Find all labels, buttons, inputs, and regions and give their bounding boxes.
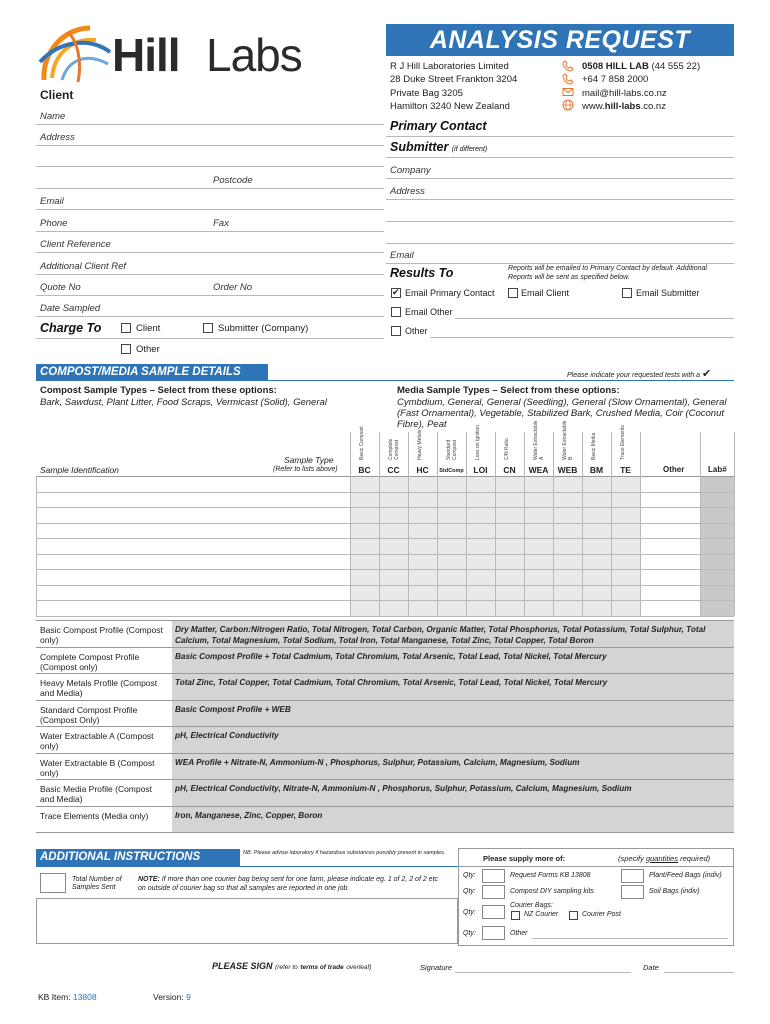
profile-name: Trace Elements (Media only)	[40, 810, 149, 821]
column-description: C/N Ratio	[504, 438, 510, 460]
email-other-label: Email Other	[405, 307, 453, 317]
column-code: LOI	[473, 465, 488, 475]
grid-line	[379, 432, 380, 616]
grid-line	[466, 432, 467, 616]
sign-note-post: overleaf)	[346, 964, 372, 971]
client-heading: Client	[40, 88, 74, 102]
grid-line	[582, 432, 583, 616]
qty-label: Qty:	[463, 930, 476, 937]
submitter-address-field[interactable]	[386, 199, 734, 200]
phone-icon	[562, 73, 574, 85]
date-label: Date	[643, 963, 659, 972]
profile-row	[36, 673, 734, 700]
version-value: 9	[186, 992, 191, 1002]
lab-address	[390, 60, 517, 113]
nz-courier-checkbox[interactable]	[511, 911, 520, 920]
results-to-heading: Results To	[390, 266, 454, 280]
grid-line	[36, 554, 734, 555]
lab-contacts	[562, 60, 700, 113]
grid-line	[495, 432, 496, 616]
column-description: Heavy Metals	[417, 429, 423, 460]
profile-description: Dry Matter, Carbon:Nitrogen Ratio, Total Nitrogen, Total Carbon, Organic Matter, Total Phosphorus, Total Potassium, Total Sulphur, Total Calcium, Total Magnesium, Total Sodium, Total Iron, Total Manganese, Total Zinc, Total Copper, Total Boron	[172, 621, 734, 647]
test-checkbox-column[interactable]	[525, 477, 553, 616]
supply-other-field[interactable]	[532, 938, 728, 939]
plant-bags-label: Plant/Feed Bags (indiv)	[649, 872, 722, 879]
submitter-heading	[390, 140, 487, 154]
qty-plant-bags-box[interactable]	[621, 869, 644, 883]
courier-note	[138, 876, 438, 893]
total-samples-box[interactable]	[40, 873, 66, 893]
profile-table-bottom	[36, 832, 734, 833]
grid-line	[36, 538, 734, 539]
column-code: TE	[620, 465, 631, 475]
media-types-list: Cymbdium, General, General (Seedling), General (Slow Ornamental), General (Fast Ornamental), Vegetable, Stabilized Bark, Crushed Media, Coir (Coconut Fibre), Peat	[397, 397, 727, 430]
grid-line	[36, 476, 734, 477]
specify-2: quantities	[645, 854, 679, 863]
other-header: Other	[663, 465, 685, 474]
web-post: .co.nz	[640, 100, 666, 112]
courier-bags-label: Courier Bags:	[510, 902, 553, 909]
web-bold: hill-labs	[604, 100, 641, 112]
grid-line	[36, 616, 734, 617]
column-description: Trace Elements	[620, 425, 626, 460]
client-address-field-2[interactable]	[36, 166, 384, 167]
order-no-label: Order No	[213, 282, 253, 293]
profile-description: Total Zinc, Total Copper, Total Cadmium, Total Chromium, Total Arsenic, Total Lead, Total Nickel, Total Mercury	[172, 674, 734, 700]
qty-request-forms-box[interactable]	[482, 869, 505, 883]
qty-courier-bags-box[interactable]	[482, 905, 505, 919]
charge-other-checkbox[interactable]	[121, 344, 131, 354]
phone-label: Phone	[40, 218, 68, 229]
charge-submitter-label: Submitter (Company)	[218, 323, 309, 334]
indicate-note	[567, 367, 711, 380]
profile-name: Standard Compost Profile (Compost Only)	[40, 704, 138, 725]
column-description: Basic Compost	[359, 426, 365, 460]
postcode-field[interactable]	[36, 188, 384, 189]
profile-description: Basic Compost Profile + WEB	[172, 701, 734, 727]
qty-label: Qty:	[463, 872, 476, 879]
phone-1-bold: 0508 HILL LAB	[582, 61, 649, 72]
signature-label: Signature	[420, 963, 453, 972]
grid-line	[437, 432, 438, 616]
test-checkbox-column[interactable]	[409, 477, 437, 616]
submitter-note: (if different)	[451, 146, 488, 153]
client-reference-field[interactable]	[36, 252, 384, 253]
client-reference-label: Client Reference	[40, 239, 111, 250]
qty-soil-bags-box[interactable]	[621, 885, 644, 899]
qty-compost-kits-box[interactable]	[482, 885, 505, 899]
kb-item	[38, 992, 97, 1002]
tick-icon: ✔	[702, 368, 712, 380]
column-code: HC	[416, 465, 429, 475]
charge-divider	[36, 338, 384, 339]
supply-heading: Please supply more of:	[483, 854, 566, 863]
quote-order-field[interactable]	[36, 295, 384, 296]
date-sampled-field[interactable]	[36, 316, 384, 317]
client-email-field[interactable]	[36, 209, 384, 210]
column-code: BM	[589, 465, 604, 475]
submitter-address-field-2[interactable]	[386, 221, 734, 222]
profile-name: Heavy Metals Profile (Compost and Media)	[40, 678, 158, 698]
grid-line	[734, 432, 735, 616]
compost-kits-label: Compost DIY sampling kits	[510, 888, 594, 895]
email-other-field[interactable]	[455, 318, 734, 319]
sample-type-note: (Refer to lists above)	[273, 466, 338, 473]
grid-line	[700, 432, 701, 616]
submitter-label: Submitter	[390, 140, 449, 154]
logo-swirl-icon	[38, 22, 120, 84]
grid-line	[36, 492, 734, 493]
additional-ref-label: Additional Client Ref	[40, 261, 127, 272]
test-checkbox-column[interactable]	[612, 477, 640, 616]
submitter-email-label: Email	[390, 250, 414, 261]
postcode-label: Postcode	[213, 175, 253, 186]
test-checkbox-column[interactable]	[438, 477, 466, 616]
column-description: Standard Compost	[446, 439, 458, 460]
client-name-label: Name	[40, 111, 66, 122]
address-line: Hamilton 3240 New Zealand	[390, 100, 510, 112]
banner-underline	[36, 380, 734, 381]
test-checkbox-column[interactable]	[351, 477, 379, 616]
courier-post-checkbox[interactable]	[569, 911, 578, 920]
submitter-field[interactable]	[386, 157, 734, 158]
note-text: If more than one courier bag being sent for one farm, please indicate eg. 1 of 2, 2 of 2 etc on outside of courier bag so that all samples are reported in one job.	[138, 876, 439, 892]
supply-divider	[458, 866, 734, 867]
email-primary-checkbox[interactable]	[391, 288, 401, 298]
test-checkbox-column[interactable]	[554, 477, 582, 616]
profile-row	[36, 726, 734, 753]
email-client-checkbox[interactable]	[508, 288, 518, 298]
request-forms-label: Request Forms KB 13808	[510, 872, 591, 879]
title-text: ANALYSIS REQUEST	[429, 26, 691, 54]
column-description: Loss on Ignition	[475, 424, 481, 460]
please-sign-label: PLEASE SIGN	[212, 961, 273, 971]
column-code: CN	[503, 465, 516, 475]
profile-name: Basic Media Profile (Compost and Media)	[40, 784, 152, 804]
grid-line	[611, 432, 612, 616]
grid-line	[640, 432, 641, 616]
column-code: WEA	[528, 465, 549, 475]
additional-underline	[36, 866, 458, 867]
additional-instructions-banner	[36, 849, 240, 866]
media-types-heading: Media Sample Types – Select from these options:	[397, 385, 620, 396]
client-address-label: Address	[40, 132, 75, 143]
logo-word-labs: Labs	[206, 29, 302, 81]
submitter-address-label: Address	[390, 186, 425, 197]
profile-description: pH, Electrical Conductivity	[172, 727, 734, 753]
email-submitter-checkbox[interactable]	[622, 288, 632, 298]
column-description: Basic Media	[591, 432, 597, 460]
indicate-text: Please indicate your requested tests with a	[567, 372, 701, 379]
profile-name: Basic Compost Profile (Compost only)	[40, 625, 163, 645]
analysis-request-title	[386, 24, 734, 56]
version	[153, 992, 191, 1002]
supply-other-label: Other	[510, 930, 528, 937]
submitter-address-field-3[interactable]	[386, 243, 734, 244]
company-field[interactable]	[386, 178, 734, 179]
client-name-field[interactable]	[36, 124, 384, 125]
website[interactable]	[582, 100, 700, 113]
charge-client-label: Client	[136, 323, 161, 334]
web-pre: www.	[582, 100, 605, 112]
mail-icon	[562, 86, 574, 98]
results-other-checkbox[interactable]	[391, 326, 401, 336]
test-checkbox-column[interactable]	[583, 477, 611, 616]
date-sampled-label: Date Sampled	[40, 303, 101, 314]
email-other-checkbox[interactable]	[391, 307, 401, 317]
charge-client-checkbox[interactable]	[121, 323, 131, 333]
test-checkbox-column[interactable]	[467, 477, 495, 616]
logo-word-hill: Hill	[112, 29, 180, 81]
lab-number-column	[701, 477, 734, 616]
grid-line	[36, 476, 37, 616]
address-line: R J Hill Laboratories Limited	[390, 61, 509, 72]
compost-media-banner	[36, 364, 268, 380]
grid-line	[36, 507, 734, 508]
profile-row	[36, 806, 734, 833]
profile-name: Complete Compost Profile (Compost only)	[40, 651, 140, 672]
client-email-label: Email	[40, 196, 64, 207]
charge-to-heading: Charge To	[40, 321, 102, 335]
client-address-field[interactable]	[36, 145, 384, 146]
phone-1-rest: (44 555 22)	[651, 61, 701, 72]
profile-name: Water Extractable A (Compost only)	[40, 731, 154, 751]
compost-types-heading: Compost Sample Types – Select from these options:	[40, 385, 277, 396]
email-primary-label: Email Primary Contact	[405, 288, 495, 298]
qty-label: Qty:	[463, 909, 476, 916]
instructions-textarea[interactable]	[36, 898, 458, 944]
address-line: 28 Duke Street Frankton 3204	[390, 74, 518, 86]
grid-line	[524, 432, 525, 616]
phone-fax-field[interactable]	[36, 231, 384, 232]
specify-3: required)	[680, 854, 711, 863]
charge-other-label: Other	[136, 344, 160, 355]
results-other-field[interactable]	[430, 337, 734, 338]
grid-line	[553, 432, 554, 616]
profile-row	[36, 700, 734, 727]
column-code: BC	[358, 465, 371, 475]
profile-description: pH, Electrical Conductivity, Nitrate-N, Ammonium-N , Phosphorus, Sulphur, Potassium, Calcium, Magnesium, Sodium	[172, 780, 734, 806]
column-code: WEB	[557, 465, 578, 475]
column-description: Water Extractable A	[533, 420, 545, 460]
sample-id-header: Sample Identification	[40, 465, 119, 475]
company-label: Company	[390, 165, 431, 176]
kb-label: KB Item:	[38, 992, 71, 1002]
supply-specify	[618, 854, 710, 863]
primary-contact-field[interactable]	[386, 136, 734, 137]
qty-other-box[interactable]	[482, 926, 505, 940]
compost-types-list: Bark, Sawdust, Plant Litter, Food Scraps, Vermicast (Solid), General	[40, 397, 327, 408]
hazard-note: NB. Please advise laboratory if hazardous substances possibly present in samples.	[243, 850, 446, 856]
total-samples-label: Total Number of Samples Sent	[72, 876, 122, 891]
terms-of-trade-link[interactable]: terms of trade	[300, 964, 344, 971]
qty-label: Qty:	[463, 888, 476, 895]
specify-1: (specify	[618, 854, 644, 863]
sample-type-header: Sample Type	[284, 455, 334, 465]
results-other-label: Other	[405, 326, 428, 336]
sign-note-pre: (refer to	[275, 964, 298, 971]
courier-post-label: Courier Post	[582, 911, 621, 918]
soil-bags-label: Soil Bags (indiv)	[649, 888, 700, 895]
date-field[interactable]	[664, 972, 734, 973]
column-description: Water Extractable B	[562, 420, 574, 460]
grid-line	[408, 432, 409, 616]
additional-ref-field[interactable]	[36, 274, 384, 275]
profile-description: Basic Compost Profile + Total Cadmium, Total Chromium, Total Arsenic, Total Lead, Total Nickel, Total Mercury	[172, 648, 734, 674]
phone-icon	[562, 60, 574, 72]
email-submitter-label: Email Submitter	[636, 288, 700, 298]
nz-courier-label: NZ Courier	[524, 911, 559, 918]
test-checkbox-column[interactable]	[496, 477, 524, 616]
grid-line	[350, 432, 351, 616]
additional-banner-text: ADDITIONAL INSTRUCTIONS	[40, 851, 201, 863]
email-client-label: Email Client	[521, 288, 570, 298]
profile-row	[36, 753, 734, 780]
version-label: Version:	[153, 992, 184, 1002]
grid-line	[36, 523, 734, 524]
fax-label: Fax	[213, 218, 229, 229]
column-description: Complete Compost	[388, 438, 400, 460]
charge-submitter-checkbox[interactable]	[203, 323, 213, 333]
email-address[interactable]: mail@hill-labs.co.nz	[582, 87, 667, 99]
profile-description: Iron, Manganese, Zinc, Copper, Boron	[172, 807, 734, 833]
grid-line	[36, 569, 734, 570]
profile-row	[36, 779, 734, 806]
lab-number-header: Lab#	[708, 465, 727, 474]
grid-line	[36, 600, 734, 601]
note-bold: NOTE:	[138, 876, 160, 883]
profile-row	[36, 620, 734, 647]
column-code: CC	[387, 465, 400, 475]
please-sign	[212, 961, 371, 971]
results-note: Reports will be emailed to Primary Contact by default. Additional Reports will be sent as specified below.	[508, 265, 707, 281]
test-checkbox-column[interactable]	[380, 477, 408, 616]
profile-description: WEA Profile + Nitrate-N, Ammonium-N , Phosphorus, Sulphur, Potassium, Calcium, Magnesium, Sodium	[172, 754, 734, 780]
grid-line	[36, 585, 734, 586]
column-code: StdComp	[439, 468, 464, 474]
kb-value: 13808	[72, 992, 97, 1002]
phone-2: +64 7 858 2000	[582, 74, 649, 86]
globe-icon	[562, 99, 574, 111]
compost-banner-text: COMPOST/MEDIA SAMPLE DETAILS	[40, 366, 241, 378]
primary-contact-heading: Primary Contact	[390, 119, 487, 133]
submitter-email-field[interactable]	[386, 263, 734, 264]
quote-no-label: Quote No	[40, 282, 81, 293]
profile-row	[36, 647, 734, 674]
profile-name: Water Extractable B (Compost only)	[40, 757, 155, 778]
address-line: Private Bag 3205	[390, 87, 463, 99]
signature-field[interactable]	[455, 972, 631, 973]
phone-1	[582, 60, 700, 73]
hill-labs-logo	[38, 22, 308, 84]
